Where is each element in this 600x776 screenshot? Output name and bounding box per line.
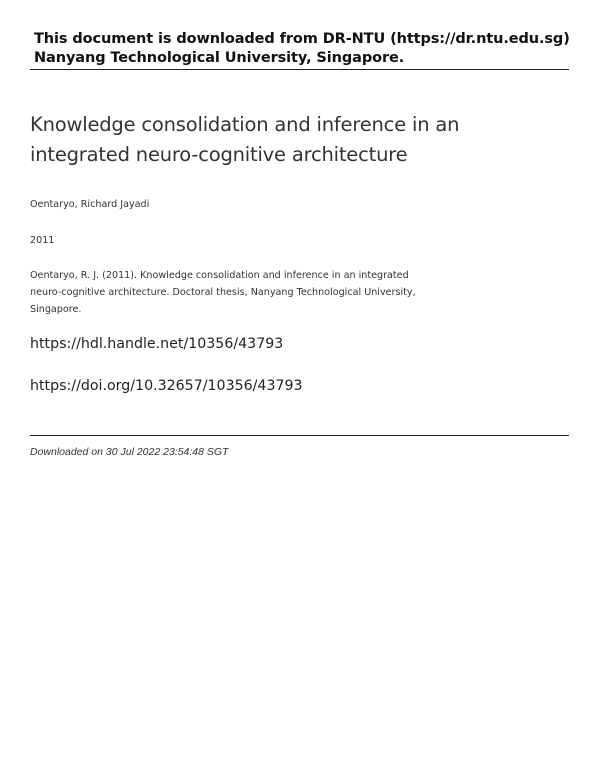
citation-line-2: neuro-cognitive architecture. Doctoral thesis, Nanyang Technological University, [30, 287, 416, 298]
author-name: Oentaryo, Richard Jayadi [30, 199, 150, 210]
footer-divider [30, 435, 569, 436]
publication-year: 2011 [30, 235, 55, 246]
document-title [30, 110, 550, 170]
download-timestamp: Downloaded on 30 Jul 2022 23:54:48 SGT [30, 446, 229, 458]
doi-link[interactable]: https://doi.org/10.32657/10356/43793 [30, 378, 303, 394]
citation-line-3: Singapore. [30, 304, 82, 315]
repository-header [34, 30, 569, 68]
handle-link[interactable]: https://hdl.handle.net/10356/43793 [30, 336, 284, 352]
title-line-1: Knowledge consolidation and inference in an [30, 113, 460, 136]
citation-text [30, 267, 460, 318]
header-line-2: Nanyang Technological University, Singapore. [34, 50, 405, 66]
citation-line-1: Oentaryo, R. J. (2011). Knowledge consolidation and inference in an integrated [30, 270, 409, 281]
header-divider [30, 69, 569, 70]
header-line-1: This document is downloaded from DR-NTU (https://dr.ntu.edu.sg) [34, 31, 570, 47]
title-line-2: integrated neuro-cognitive architecture [30, 143, 408, 166]
